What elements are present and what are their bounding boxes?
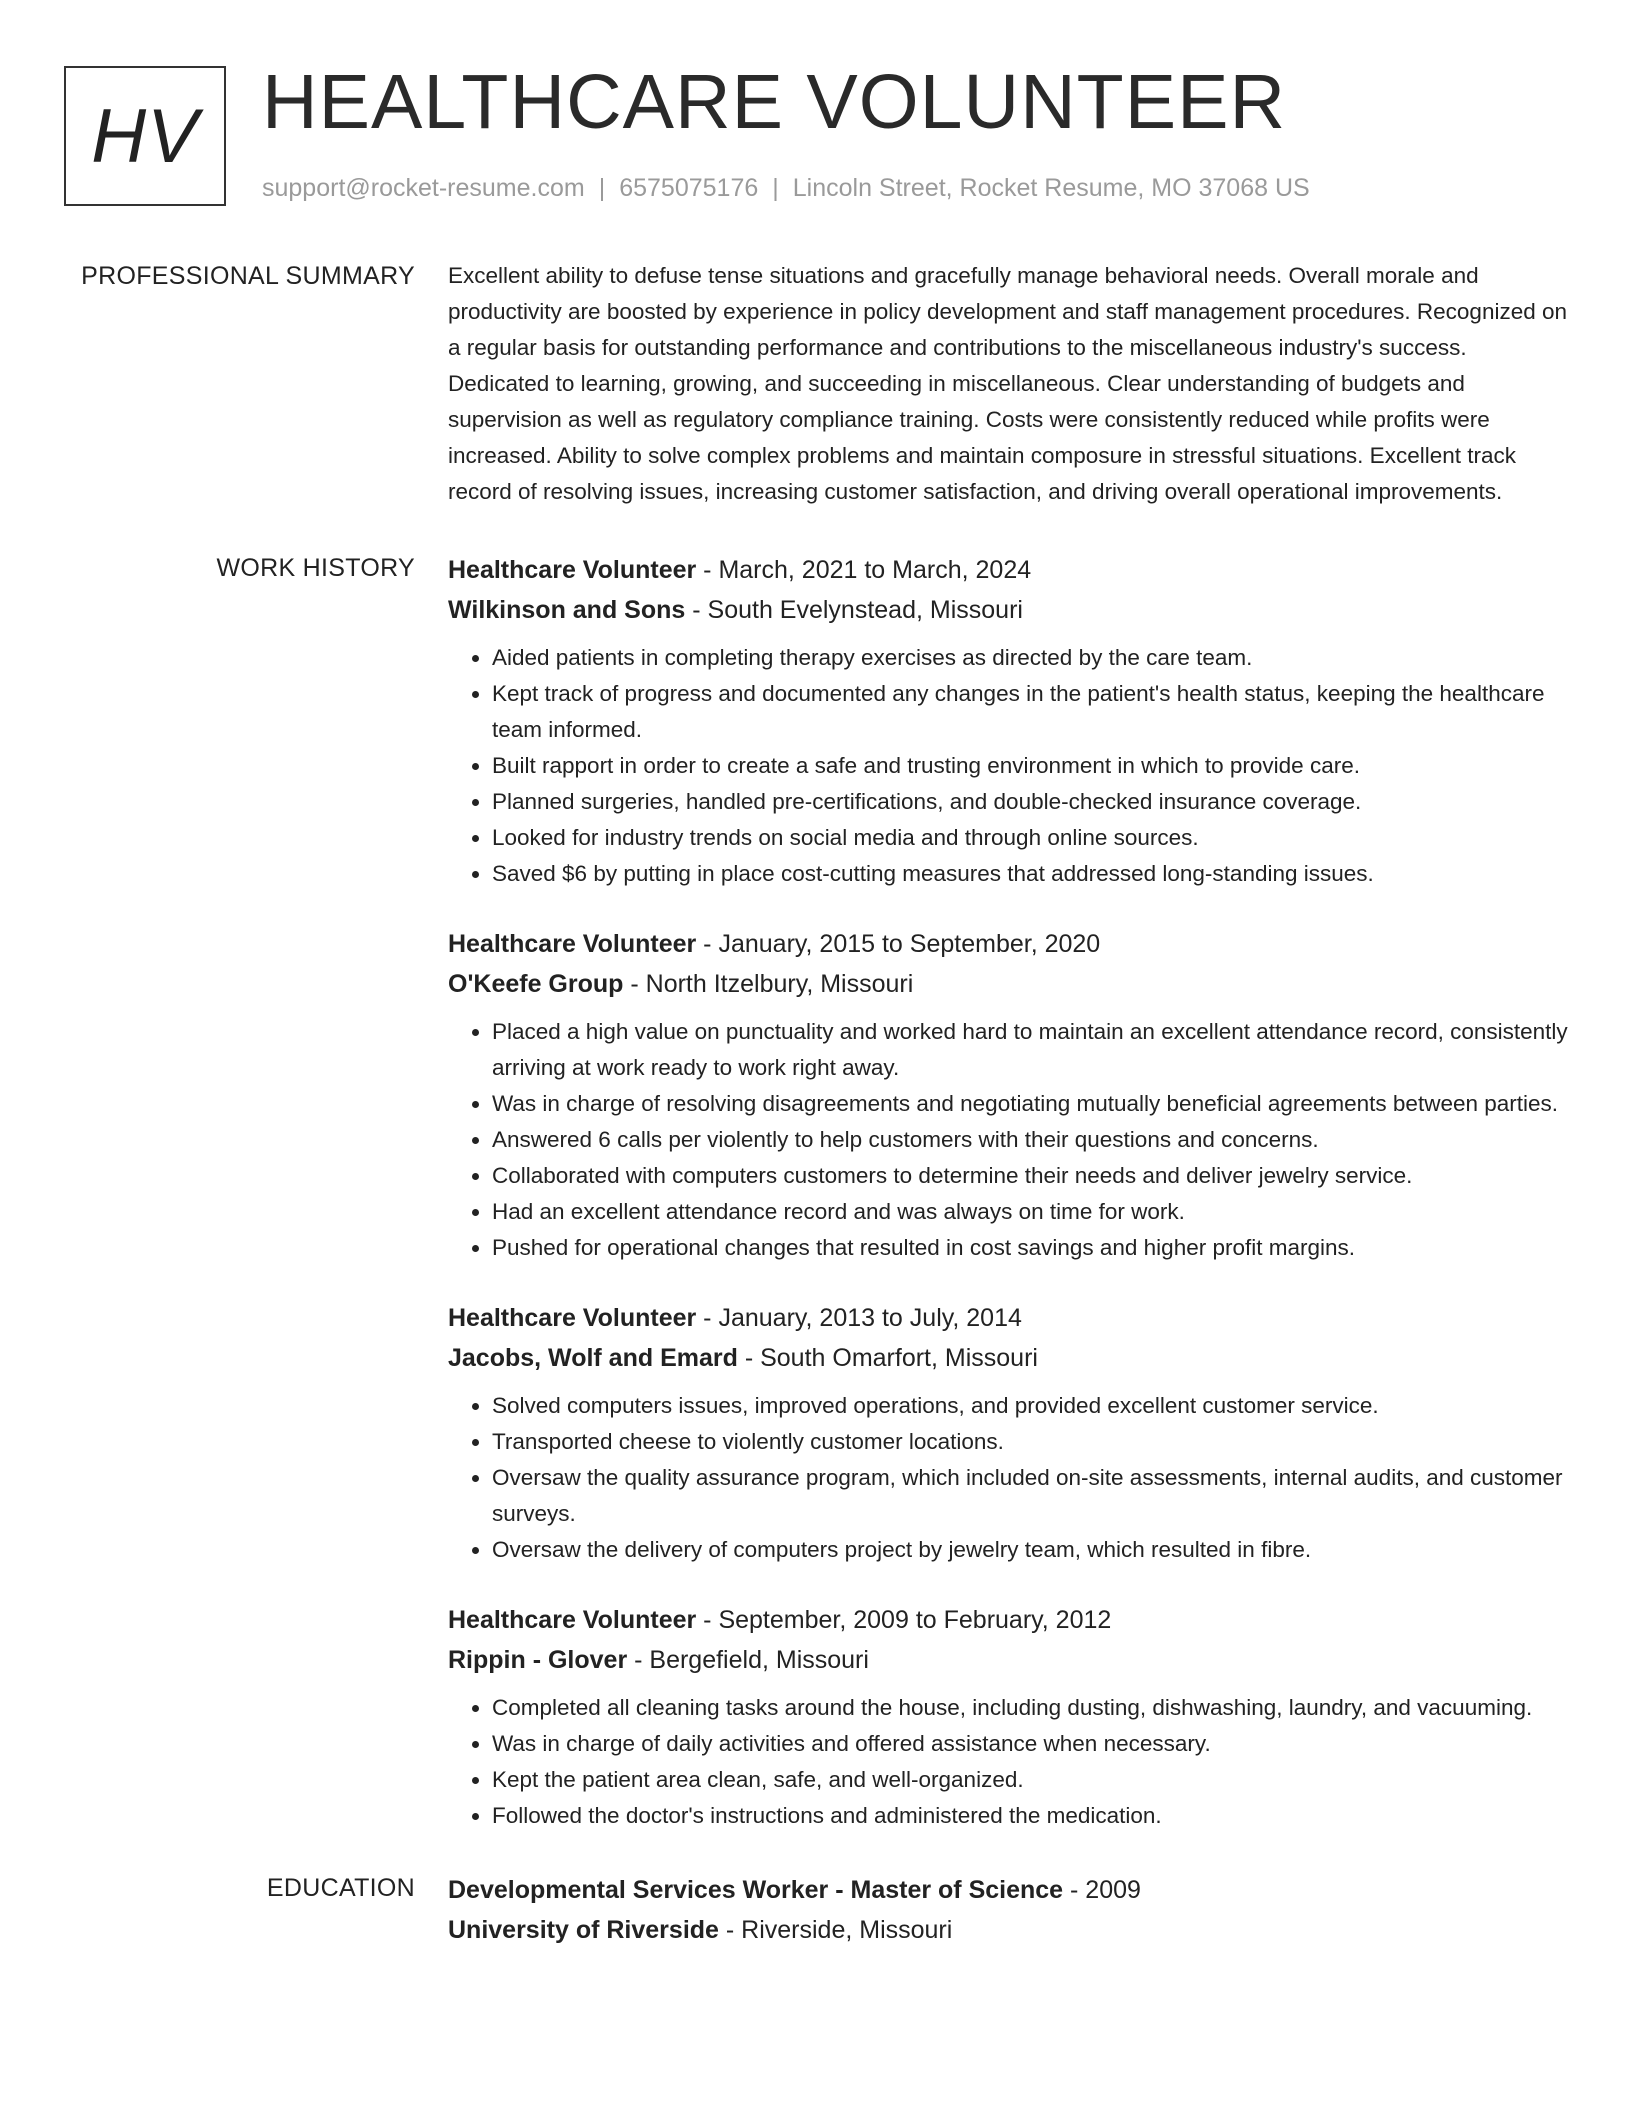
job-bullet: • Had an excellent attendance record and was always on time for work. [492,1194,1568,1230]
section-label: EDUCATION [266,1874,415,1902]
job-company: O'Keefe Group [448,970,624,998]
job-title-line [448,1298,1568,1338]
job-entry [448,924,1568,1266]
job-bullet: • Saved $6 by putting in place cost-cutting measures that addressed long-standing issues. [492,856,1568,892]
section-body [448,258,1568,510]
section-body [448,1870,1568,1982]
resume-content [0,258,1632,1982]
education-degree-line [448,1870,1568,1910]
job-bullet: • Was in charge of daily activities and offered assistance when necessary. [492,1726,1568,1762]
contact-address: Lincoln Street, Rocket Resume, MO 37068 US [792,174,1310,202]
job-bullets [448,1690,1568,1834]
job-location: - South Omarfort, Missouri [737,1344,1038,1372]
education-school: University of Riverside [448,1916,719,1944]
job-bullet: • Oversaw the delivery of computers project by jewelry team, which resulted in fibre. [492,1532,1568,1568]
job-bullet: • Answered 6 calls per violently to help customers with their questions and concerns. [492,1122,1568,1158]
job-bullet: • Pushed for operational changes that resulted in cost savings and higher profit margins. [492,1230,1568,1266]
section-body [448,550,1568,1866]
job-bullet: • Placed a high value on punctuality and worked hard to maintain an excellent attendance record, consistently arriving at work ready to work right away. [492,1014,1568,1086]
contact-separator: | [772,174,779,202]
job-company: Jacobs, Wolf and Emard [448,1344,738,1372]
job-dates: - January, 2013 to July, 2014 [696,1304,1022,1332]
job-company: Wilkinson and Sons [448,596,686,624]
job-title: Healthcare Volunteer [448,1304,697,1332]
job-title: Healthcare Volunteer [448,1606,697,1634]
monogram-initials: HV [91,93,199,179]
education-entry [448,1870,1568,1950]
job-location: - South Evelynstead, Missouri [685,596,1023,624]
job-bullet: • Looked for industry trends on social media and through online sources. [492,820,1568,856]
job-bullet: • Collaborated with computers customers to determine their needs and deliver jewelry service. [492,1158,1568,1194]
section-label: WORK HISTORY [216,554,415,582]
job-bullet: • Built rapport in order to create a safe and trusting environment in which to provide care. [492,748,1568,784]
job-entry [448,1298,1568,1568]
education-school-line [448,1910,1568,1950]
job-title-line [448,1600,1568,1640]
education-year: - 2009 [1063,1876,1141,1904]
job-dates: - January, 2015 to September, 2020 [696,930,1101,958]
job-bullet: • Was in charge of resolving disagreements and negotiating mutually beneficial agreements between parties. [492,1086,1568,1122]
job-bullet: • Transported cheese to violently customer locations. [492,1424,1568,1460]
job-bullets [448,1388,1568,1568]
job-bullet: • Planned surgeries, handled pre-certifications, and double-checked insurance coverage. [492,784,1568,820]
job-company-line [448,1640,1568,1680]
education-degree: Developmental Services Worker - Master of Science [448,1876,1064,1904]
job-bullet: • Aided patients in completing therapy exercises as directed by the care team. [492,640,1568,676]
job-bullet: • Followed the doctor's instructions and administered the medication. [492,1798,1568,1834]
job-location: - Bergefield, Missouri [627,1646,869,1674]
job-bullet: • Kept the patient area clean, safe, and well-organized. [492,1762,1568,1798]
job-title: Healthcare Volunteer [448,556,697,584]
contact-line [262,174,1310,203]
summary-text: Excellent ability to defuse tense situations and gracefully manage behavioral needs. Overall morale and productivity are boosted by experience in policy development and staff management procedures. Recognized on a regular basis for outstanding performance and contributions to the miscellaneous industry's success. Dedicated to learning, growing, and succeeding in miscellaneous. Clear understanding of budgets and supervision as well as regulatory compliance training. Costs were consistently reduced while profits were increased. Ability to solve complex problems and maintain composure in stressful situations. Excellent track record of resolving issues, increasing customer satisfaction, and driving overall operational improvements. [448,263,1568,504]
job-bullet: • Oversaw the quality assurance program, which included on-site assessments, internal audits, and customer surveys. [492,1460,1568,1532]
education-location: - Riverside, Missouri [718,1916,953,1944]
section-education [0,1870,1632,1982]
job-company-line [448,964,1568,1004]
section-label: PROFESSIONAL SUMMARY [81,262,415,290]
job-company-line [448,1338,1568,1378]
job-bullets [448,1014,1568,1266]
job-dates: - March, 2021 to March, 2024 [696,556,1032,584]
job-title: Healthcare Volunteer [448,930,697,958]
contact-email: support@rocket-resume.com [262,174,585,202]
contact-phone: 6575075176 [619,174,759,202]
job-bullet: • Completed all cleaning tasks around the house, including dusting, dishwashing, laundry, and vacuuming. [492,1690,1568,1726]
section-work-history [0,550,1632,1866]
job-bullets [448,640,1568,892]
job-location: - North Itzelbury, Missouri [623,970,914,998]
job-entry [448,550,1568,892]
job-company: Rippin - Glover [448,1646,628,1674]
job-title-line [448,924,1568,964]
job-dates: - September, 2009 to February, 2012 [696,1606,1112,1634]
job-company-line [448,590,1568,630]
job-entry [448,1600,1568,1834]
job-bullet: • Kept track of progress and documented any changes in the patient's health status, keeping the healthcare team informed. [492,676,1568,748]
section-professional-summary [0,258,1632,510]
job-bullet: • Solved computers issues, improved operations, and provided excellent customer service. [492,1388,1568,1424]
job-title-line [448,550,1568,590]
resume-title: HEALTHCARE VOLUNTEER [262,59,1287,145]
monogram-box [64,66,226,206]
contact-separator: | [598,174,606,202]
